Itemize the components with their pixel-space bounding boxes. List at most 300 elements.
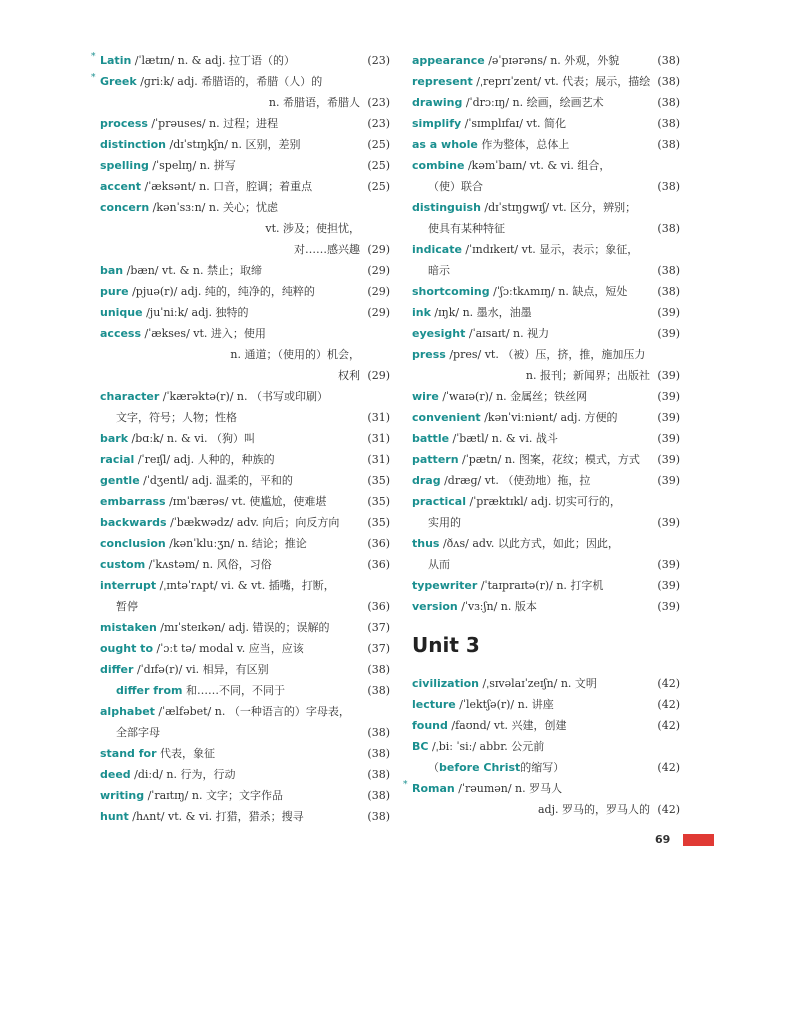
definition: /ˈaɪsaɪt/ n. 视力 bbox=[465, 327, 550, 340]
page-number-bar bbox=[683, 834, 714, 846]
entry-line bbox=[412, 736, 680, 757]
definition: /juˈniːk/ adj. 独特的 bbox=[142, 306, 249, 319]
definition: /ˈprəuses/ n. 过程；进程 bbox=[147, 117, 279, 130]
page-ref: (39) bbox=[657, 558, 680, 571]
vocab-entry bbox=[412, 449, 680, 470]
vocab-entry bbox=[100, 659, 390, 680]
definition: /bɑːk/ n. & vi. （狗）叫 bbox=[128, 432, 255, 445]
entry-line bbox=[100, 722, 390, 743]
entry-line bbox=[100, 491, 390, 512]
entry-line bbox=[100, 533, 390, 554]
headword-writing: writing bbox=[100, 789, 145, 802]
headword-distinction: distinction bbox=[100, 138, 166, 151]
vocab-entry bbox=[100, 197, 390, 260]
star-marker: * bbox=[403, 780, 408, 790]
entry-line bbox=[412, 673, 680, 694]
entry-line bbox=[412, 799, 680, 820]
headword-access: access bbox=[100, 327, 142, 340]
entry-line bbox=[412, 428, 680, 449]
definition: /pres/ vt. （被）压，挤，推，施加压力 bbox=[445, 348, 646, 361]
definition: /ˈdrɔːɪŋ/ n. 绘画，绘画艺术 bbox=[462, 96, 604, 109]
vocab-entry bbox=[412, 281, 680, 302]
entry-line bbox=[100, 617, 390, 638]
entry-line bbox=[100, 260, 390, 281]
paren-open: （ bbox=[428, 761, 439, 774]
headword-practical: practical bbox=[412, 495, 466, 508]
entry-line bbox=[100, 785, 390, 806]
page-ref: (31) bbox=[367, 432, 390, 445]
vocab-entry bbox=[412, 491, 680, 533]
headword-ban: ban bbox=[100, 264, 124, 277]
vocab-entry bbox=[100, 575, 390, 617]
definition: /ˈrəumən/ n. 罗马人 bbox=[454, 782, 563, 795]
headword-lecture: lecture bbox=[412, 698, 456, 711]
definition: /diːd/ n. 行为，行动 bbox=[130, 768, 236, 781]
page-ref: (31) bbox=[367, 453, 390, 466]
star-marker: * bbox=[91, 52, 96, 62]
headword-differ: differ bbox=[100, 663, 134, 676]
vocab-entry bbox=[100, 512, 390, 533]
vocab-entry bbox=[412, 575, 680, 596]
vocab-entry bbox=[100, 323, 390, 386]
entry-line bbox=[100, 176, 390, 197]
entry-line bbox=[100, 638, 390, 659]
entry-line bbox=[412, 197, 680, 218]
entry-line bbox=[412, 218, 680, 239]
vocab-entry bbox=[412, 50, 680, 71]
vocab-entry bbox=[100, 806, 390, 827]
entry-line bbox=[412, 344, 680, 365]
definition: 实用的 bbox=[428, 516, 461, 529]
vocab-entry bbox=[100, 428, 390, 449]
headword-pattern: pattern bbox=[412, 453, 459, 466]
definition: /hʌnt/ vt. & vi. 打猎，猎杀；搜寻 bbox=[128, 810, 304, 823]
headword-character: character bbox=[100, 390, 160, 403]
page-ref: (35) bbox=[367, 495, 390, 508]
definition: /mɪˈsteɪkən/ adj. 错误的；误解的 bbox=[156, 621, 330, 634]
vocab-entry bbox=[412, 533, 680, 575]
vocab-entry bbox=[403, 778, 680, 820]
vocab-entry bbox=[100, 176, 390, 197]
definition: /ˈɪndɪkeɪt/ vt. 显示，表示；象征， bbox=[461, 243, 639, 256]
headword-deed: deed bbox=[100, 768, 131, 781]
page-ref: (25) bbox=[367, 180, 390, 193]
page-ref: (25) bbox=[367, 138, 390, 151]
definition: n. 报刊；新闻界；出版社 bbox=[525, 369, 650, 382]
vocab-entry bbox=[412, 323, 680, 344]
entry-line bbox=[100, 197, 390, 218]
page-ref: (38) bbox=[367, 663, 390, 676]
definition: /ˈæksənt/ n. 口音，腔调；着重点 bbox=[141, 180, 313, 193]
definition: /kənˈkluːʒn/ n. 结论；推论 bbox=[165, 537, 307, 550]
page-ref: (42) bbox=[657, 719, 680, 732]
vocab-entry bbox=[100, 260, 390, 281]
definition: /ɡriːk/ adj. 希腊语的，希腊（人）的 bbox=[136, 75, 323, 88]
entry-line bbox=[403, 778, 680, 799]
definition: /ˈbætl/ n. & vi. 战斗 bbox=[449, 432, 558, 445]
entry-line bbox=[100, 134, 390, 155]
entry-line bbox=[100, 239, 390, 260]
page-ref: (38) bbox=[367, 747, 390, 760]
page-ref: (38) bbox=[367, 684, 390, 697]
page-ref: (38) bbox=[367, 789, 390, 802]
definition: /ˈpætn/ n. 图案，花纹；模式，方式 bbox=[458, 453, 640, 466]
definition: 暂停 bbox=[116, 600, 138, 613]
definition: /bæn/ vt. & n. 禁止；取缔 bbox=[123, 264, 263, 277]
entry-line bbox=[412, 715, 680, 736]
entry-line bbox=[100, 365, 390, 386]
definition: /ˌsɪvəlaɪˈzeɪʃn/ n. 文明 bbox=[479, 677, 597, 690]
entry-line bbox=[412, 554, 680, 575]
entry-line bbox=[100, 449, 390, 470]
definition: 和……不同，不同于 bbox=[182, 684, 285, 697]
page-ref: (29) bbox=[367, 285, 390, 298]
definition: /ɪmˈbærəs/ vt. 使尴尬，使难堪 bbox=[165, 495, 327, 508]
headword-ink: ink bbox=[412, 306, 431, 319]
entry-line bbox=[412, 365, 680, 386]
definition: /ˈspelɪŋ/ n. 拼写 bbox=[148, 159, 236, 172]
page-ref: (29) bbox=[367, 264, 390, 277]
entry-line bbox=[100, 701, 390, 722]
definition: /ˈlætɪn/ n. & adj. 拉丁语（的） bbox=[131, 54, 295, 67]
page-ref: (39) bbox=[657, 369, 680, 382]
headword-differ-from: differ from bbox=[116, 684, 183, 697]
definition: n. 通道；（使用的）机会， bbox=[230, 348, 360, 361]
definition: /ðʌs/ adv. 以此方式，如此；因此， bbox=[439, 537, 619, 550]
page-ref: (39) bbox=[657, 390, 680, 403]
headword-civilization: civilization bbox=[412, 677, 480, 690]
headword-unique: unique bbox=[100, 306, 143, 319]
headword-distinguish: distinguish bbox=[412, 201, 481, 214]
entry-line bbox=[100, 575, 390, 596]
headword-accent: accent bbox=[100, 180, 142, 193]
vocab-entry bbox=[100, 764, 390, 785]
vocab-entry bbox=[412, 155, 680, 197]
entry-line bbox=[100, 470, 390, 491]
page-ref: (25) bbox=[367, 159, 390, 172]
headword-bark: bark bbox=[100, 432, 129, 445]
page-ref: (39) bbox=[657, 453, 680, 466]
headword-wire: wire bbox=[412, 390, 439, 403]
definition: /ˈvɜːʃn/ n. 版本 bbox=[457, 600, 537, 613]
page-ref: (38) bbox=[367, 768, 390, 781]
entry-line bbox=[412, 92, 680, 113]
page-ref: (39) bbox=[657, 474, 680, 487]
page-ref: (29) bbox=[367, 306, 390, 319]
vocab-entry bbox=[100, 491, 390, 512]
vocab-entry bbox=[100, 113, 390, 134]
headword-battle: battle bbox=[412, 432, 450, 445]
entry-line bbox=[412, 694, 680, 715]
page-ref: (38) bbox=[657, 264, 680, 277]
definition: /kənˈviːniənt/ adj. 方便的 bbox=[480, 411, 618, 424]
page-ref: (42) bbox=[657, 761, 680, 774]
entry-line bbox=[100, 659, 390, 680]
entry-line bbox=[100, 323, 390, 344]
definition: /faʊnd/ vt. 兴建，创建 bbox=[447, 719, 567, 732]
definition: 作为整体，总体上 bbox=[477, 138, 570, 151]
entry-line bbox=[100, 680, 390, 701]
headword-typewriter: typewriter bbox=[412, 579, 478, 592]
definition: adj. 罗马的，罗马人的 bbox=[537, 803, 650, 816]
headword-alphabet: alphabet bbox=[100, 705, 155, 718]
headword-bc: BC bbox=[412, 740, 429, 753]
vocab-entry bbox=[100, 743, 390, 764]
definition: 全部字母 bbox=[116, 726, 160, 739]
entry-line bbox=[100, 554, 390, 575]
entry-line bbox=[91, 71, 390, 92]
definition: /kənˈsɜːn/ n. 关心；忧虑 bbox=[149, 201, 278, 214]
entry-line bbox=[412, 757, 680, 778]
headword-latin: Latin bbox=[100, 54, 132, 67]
entry-line bbox=[412, 386, 680, 407]
entry-line bbox=[412, 260, 680, 281]
headword-gentle: gentle bbox=[100, 474, 140, 487]
entry-line bbox=[412, 575, 680, 596]
headword-backwards: backwards bbox=[100, 516, 167, 529]
vocab-entry bbox=[412, 344, 680, 386]
vocab-entry bbox=[412, 470, 680, 491]
entry-line bbox=[412, 491, 680, 512]
headword-press: press bbox=[412, 348, 446, 361]
definition: /ˈbækwədz/ adv. 向后；向反方向 bbox=[166, 516, 340, 529]
headword-thus: thus bbox=[412, 537, 440, 550]
headword-eyesight: eyesight bbox=[412, 327, 466, 340]
vocab-entry bbox=[412, 428, 680, 449]
vocab-entry bbox=[100, 617, 390, 638]
definition: /ˈlektʃə(r)/ n. 讲座 bbox=[455, 698, 554, 711]
entry-line bbox=[91, 50, 390, 71]
page-ref: (42) bbox=[657, 803, 680, 816]
entry-line bbox=[412, 155, 680, 176]
definition: 代表，象征 bbox=[156, 747, 216, 760]
vocab-entry bbox=[412, 302, 680, 323]
vocab-entry bbox=[91, 50, 390, 71]
page-ref: (29) bbox=[367, 243, 390, 256]
page-ref: (38) bbox=[657, 138, 680, 151]
page-ref: (38) bbox=[657, 180, 680, 193]
left-column bbox=[91, 50, 390, 827]
vocab-entry bbox=[412, 71, 680, 92]
headword-embarrass: embarrass bbox=[100, 495, 166, 508]
definition: /ˈpræktɪkl/ adj. 切实可行的， bbox=[466, 495, 621, 508]
page-ref: (36) bbox=[367, 600, 390, 613]
headword-mistaken: mistaken bbox=[100, 621, 157, 634]
headword-conclusion: conclusion bbox=[100, 537, 166, 550]
page-number: 69 bbox=[655, 833, 671, 846]
page-ref: (35) bbox=[367, 474, 390, 487]
page-ref: (29) bbox=[367, 369, 390, 382]
headword-concern: concern bbox=[100, 201, 150, 214]
page-ref: (31) bbox=[367, 411, 390, 424]
vocab-entry bbox=[100, 533, 390, 554]
definition: /dɪˈstɪŋkʃn/ n. 区别，差别 bbox=[166, 138, 301, 151]
entry-line bbox=[100, 281, 390, 302]
definition: /əˈpɪərəns/ n. 外观，外貌 bbox=[484, 54, 620, 67]
entry-line bbox=[412, 407, 680, 428]
entry-line bbox=[100, 113, 390, 134]
page-ref: (23) bbox=[367, 54, 390, 67]
headword-represent: represent bbox=[412, 75, 473, 88]
entry-line bbox=[412, 50, 680, 71]
entry-line bbox=[412, 449, 680, 470]
vocab-entry bbox=[100, 449, 390, 470]
definition: /ˈsɪmplɪfaɪ/ vt. 简化 bbox=[461, 117, 567, 130]
headword-indicate: indicate bbox=[412, 243, 462, 256]
right-column bbox=[403, 50, 680, 820]
entry-line bbox=[100, 407, 390, 428]
page-ref: (36) bbox=[367, 537, 390, 550]
headword-racial: racial bbox=[100, 453, 135, 466]
headword-shortcoming: shortcoming bbox=[412, 285, 490, 298]
page-ref: (23) bbox=[367, 96, 390, 109]
definition: 暗示 bbox=[428, 264, 450, 277]
entry-line bbox=[412, 239, 680, 260]
definition: /ˌbiː ˈsiː/ abbr. 公元前 bbox=[428, 740, 545, 753]
page-ref: (38) bbox=[657, 117, 680, 130]
page-ref: (39) bbox=[657, 432, 680, 445]
entry-line bbox=[412, 176, 680, 197]
vocab-entry bbox=[100, 680, 390, 701]
definition: /ˈælfəbet/ n. （一种语言的）字母表， bbox=[154, 705, 350, 718]
unit-heading: Unit 3 bbox=[412, 633, 480, 657]
headword-drawing: drawing bbox=[412, 96, 463, 109]
vocab-entry bbox=[100, 302, 390, 323]
headword-custom: custom bbox=[100, 558, 146, 571]
headword-found: found bbox=[412, 719, 448, 732]
headword-hunt: hunt bbox=[100, 810, 129, 823]
page-ref: (38) bbox=[367, 810, 390, 823]
page-ref: (38) bbox=[657, 285, 680, 298]
definition: /dræɡ/ vt. （使劲地）拖，拉 bbox=[440, 474, 591, 487]
definition: /ɪŋk/ n. 墨水，油墨 bbox=[430, 306, 532, 319]
vocab-entry bbox=[91, 71, 390, 113]
headword-simplify: simplify bbox=[412, 117, 462, 130]
entry-line bbox=[412, 323, 680, 344]
vocab-entry bbox=[412, 239, 680, 281]
page-ref: (38) bbox=[657, 96, 680, 109]
headword-version: version bbox=[412, 600, 458, 613]
headword-drag: drag bbox=[412, 474, 441, 487]
definition: 从而 bbox=[428, 558, 450, 571]
entry-line bbox=[100, 764, 390, 785]
entry-line bbox=[412, 302, 680, 323]
headword-stand-for: stand for bbox=[100, 747, 157, 760]
definition: /ˈkʌstəm/ n. 风俗，习俗 bbox=[145, 558, 272, 571]
definition: /ˈraɪtɪŋ/ n. 文字；文字作品 bbox=[144, 789, 283, 802]
vocab-entry bbox=[100, 470, 390, 491]
entry-line bbox=[100, 344, 390, 365]
entry-line bbox=[412, 134, 680, 155]
entry-line bbox=[100, 92, 390, 113]
definition: /ˈtaɪpraɪtə(r)/ n. 打字机 bbox=[477, 579, 604, 592]
entry-line bbox=[100, 302, 390, 323]
page-ref: (38) bbox=[367, 726, 390, 739]
definition: /ˈdʒentl/ adj. 温柔的，平和的 bbox=[139, 474, 293, 487]
vocab-entry bbox=[412, 134, 680, 155]
page-ref: (38) bbox=[657, 54, 680, 67]
vocab-entry bbox=[412, 92, 680, 113]
definition: /ˈʃɔːtkʌmɪŋ/ n. 缺点，短处 bbox=[489, 285, 628, 298]
entry-line bbox=[412, 512, 680, 533]
definition: /kəmˈbaɪn/ vt. & vi. 组合， bbox=[464, 159, 611, 172]
vocab-entry bbox=[412, 673, 680, 694]
page-ref: (37) bbox=[367, 642, 390, 655]
page-ref: (42) bbox=[657, 677, 680, 690]
headword-appearance: appearance bbox=[412, 54, 485, 67]
entry-line bbox=[100, 155, 390, 176]
headword-spelling: spelling bbox=[100, 159, 149, 172]
entry-line bbox=[100, 596, 390, 617]
page-ref: (38) bbox=[657, 222, 680, 235]
headword-as-a-whole: as a whole bbox=[412, 138, 478, 151]
vocab-entry bbox=[100, 701, 390, 743]
vocab-entry bbox=[412, 407, 680, 428]
entry-line bbox=[100, 386, 390, 407]
page-ref: (42) bbox=[657, 698, 680, 711]
definition: /ˌreprɪˈzent/ vt. 代表；展示，描绘 bbox=[472, 75, 651, 88]
headword-interrupt: interrupt bbox=[100, 579, 157, 592]
entry-line bbox=[100, 806, 390, 827]
definition: 的缩写） bbox=[520, 761, 565, 774]
vocab-entry bbox=[100, 554, 390, 575]
page-ref: (38) bbox=[657, 75, 680, 88]
vocab-entry bbox=[412, 197, 680, 239]
definition: /ˈwaɪə(r)/ n. 金属丝；铁丝网 bbox=[438, 390, 588, 403]
headword-roman: Roman bbox=[412, 782, 455, 795]
headword-convenient: convenient bbox=[412, 411, 481, 424]
vocab-entry bbox=[100, 638, 390, 659]
page-ref: (35) bbox=[367, 516, 390, 529]
entry-line bbox=[412, 470, 680, 491]
vocab-entry bbox=[412, 596, 680, 617]
vocab-entry bbox=[100, 386, 390, 428]
page-ref: (23) bbox=[367, 117, 390, 130]
entry-line bbox=[412, 113, 680, 134]
headword-greek: Greek bbox=[100, 75, 137, 88]
vocab-entry bbox=[412, 715, 680, 736]
vocab-entry bbox=[100, 155, 390, 176]
headword-pure: pure bbox=[100, 285, 129, 298]
entry-line bbox=[412, 71, 680, 92]
definition: （使）联合 bbox=[428, 180, 483, 193]
entry-line bbox=[100, 743, 390, 764]
entry-line bbox=[100, 218, 390, 239]
definition: /ˈkærəktə(r)/ n. （书写或印刷） bbox=[159, 390, 329, 403]
page-ref: (36) bbox=[367, 558, 390, 571]
page-ref: (39) bbox=[657, 600, 680, 613]
inline-headword: before Christ bbox=[439, 761, 521, 774]
entry-line bbox=[100, 512, 390, 533]
definition: 对……感兴趣 bbox=[294, 243, 360, 256]
entry-line bbox=[412, 533, 680, 554]
headword-combine: combine bbox=[412, 159, 465, 172]
headword-process: process bbox=[100, 117, 148, 130]
definition: 文字，符号；人物；性格 bbox=[116, 411, 237, 424]
vocab-entry bbox=[412, 113, 680, 134]
vocab-entry bbox=[100, 281, 390, 302]
star-marker: * bbox=[91, 73, 96, 83]
definition: /ˈækses/ vt. 进入；使用 bbox=[141, 327, 266, 340]
vocab-entry bbox=[412, 694, 680, 715]
page-ref: (39) bbox=[657, 516, 680, 529]
page-ref: (39) bbox=[657, 411, 680, 424]
entry-line bbox=[412, 281, 680, 302]
definition: /ˈdɪfə(r)/ vi. 相异，有区别 bbox=[133, 663, 269, 676]
definition: /ˈɔːt tə/ modal v. 应当，应该 bbox=[153, 642, 304, 655]
definition: /dɪˈstɪŋɡwɪʃ/ vt. 区分，辨别； bbox=[480, 201, 637, 214]
page-ref: (39) bbox=[657, 327, 680, 340]
